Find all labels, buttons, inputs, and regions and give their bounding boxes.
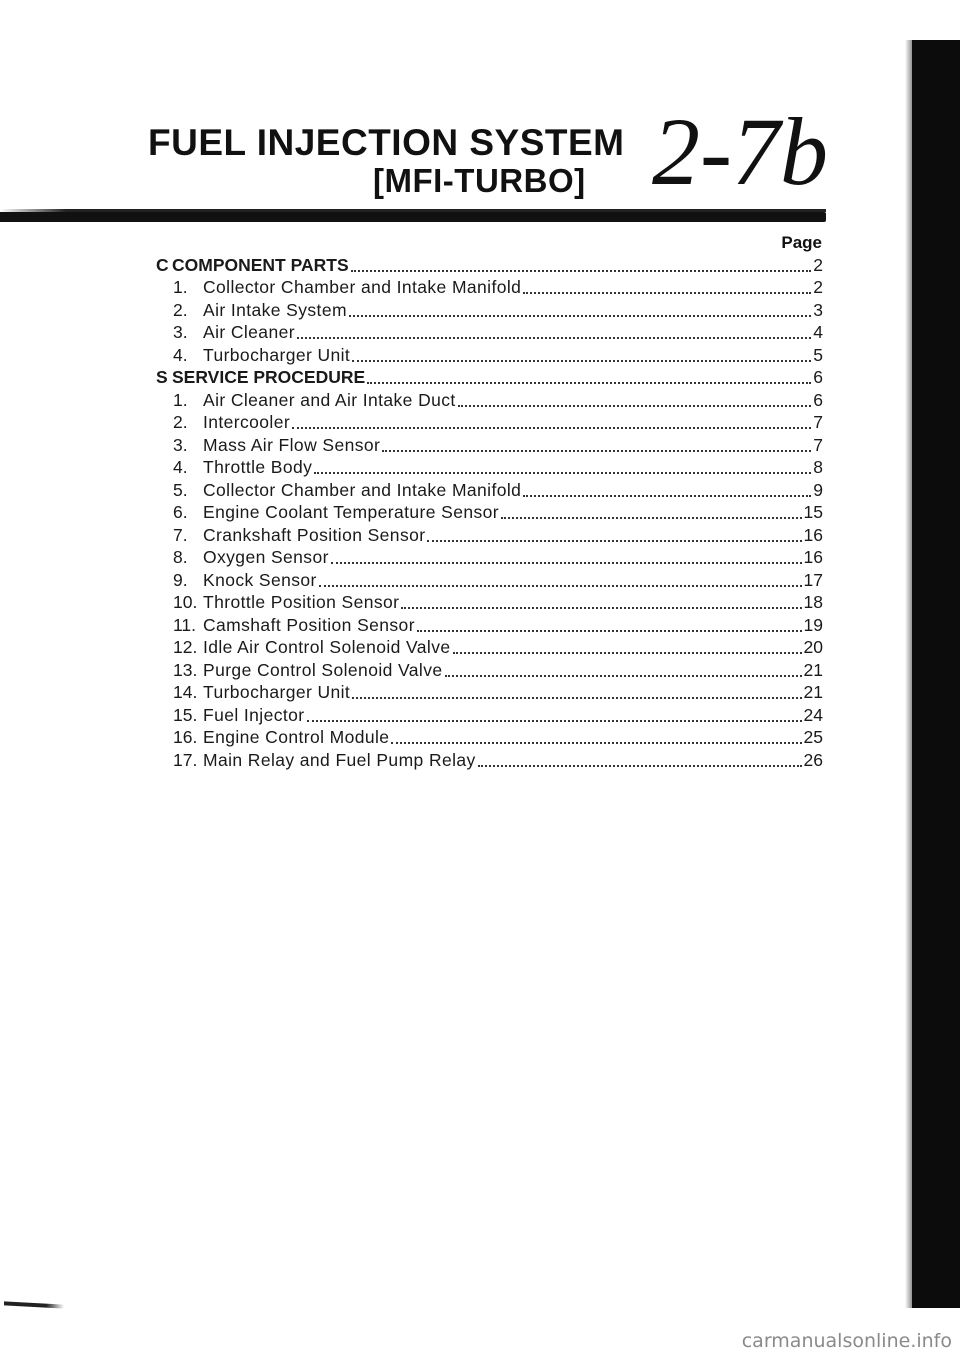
toc-entry-number: 4. [173, 457, 188, 477]
toc-section-heading[interactable] [156, 253, 823, 276]
toc-entry-label: Oxygen Sensor [203, 547, 329, 567]
toc-entry-number: C [156, 254, 169, 275]
toc-entry-label: Idle Air Control Solenoid Valve [203, 637, 451, 657]
toc-entry-page: 2 [813, 254, 823, 275]
toc-entry-number: 6. [173, 502, 188, 522]
toc-entry-number: 13. [173, 659, 198, 680]
toc-leader-dots [297, 321, 811, 339]
toc-entry[interactable] [156, 568, 823, 591]
toc-entry-page: 7 [813, 412, 823, 432]
toc-entry-page: 2 [813, 277, 823, 297]
toc-leader-dots [523, 479, 811, 497]
corner-mark [4, 1301, 64, 1308]
toc-entry-number: 16. [173, 727, 198, 747]
toc-entry-number: 12. [173, 637, 198, 657]
toc-entry-label: COMPONENT PARTS [172, 254, 349, 275]
binding-edge [912, 40, 960, 1308]
toc-entry[interactable] [156, 703, 823, 726]
page-column-label: Page [781, 233, 822, 252]
toc-entry-number: 2. [173, 412, 188, 432]
toc-leader-dots [351, 254, 812, 272]
toc-entry-number: 5. [173, 479, 188, 500]
toc-entry-page: 19 [803, 614, 823, 635]
toc-leader-dots [307, 704, 802, 722]
toc-entry-page: 6 [813, 389, 823, 410]
toc-entry[interactable] [156, 433, 823, 456]
toc-entry-page: 17 [803, 569, 823, 590]
toc-entry[interactable] [156, 726, 823, 749]
toc-leader-dots [523, 276, 811, 294]
toc-entry[interactable] [156, 658, 823, 681]
toc-entry-number: 15. [173, 704, 198, 725]
toc-entry-label: Collector Chamber and Intake Manifold [203, 479, 522, 500]
toc-leader-dots [401, 591, 801, 609]
toc-entry-page: 15 [803, 502, 823, 522]
toc-entry[interactable] [156, 613, 823, 636]
toc-entry-page: 16 [803, 524, 823, 545]
toc-entry[interactable] [156, 478, 823, 501]
toc-entry-number: 1. [173, 277, 188, 297]
toc-entry[interactable] [156, 591, 823, 614]
toc-entry-page: 4 [813, 322, 823, 342]
toc-entry-number: 3. [173, 434, 188, 455]
toc-entry-number: S [156, 367, 168, 387]
toc-section-heading[interactable] [156, 366, 823, 389]
toc-entry[interactable] [156, 636, 823, 659]
toc-leader-dots [445, 659, 802, 677]
toc-entry[interactable] [156, 298, 823, 321]
toc-entry-label: Air Cleaner and Air Intake Duct [203, 389, 456, 410]
toc-leader-dots [367, 366, 811, 384]
toc-entry-page: 21 [803, 682, 823, 702]
toc-entry-number: 4. [173, 344, 188, 365]
toc-entry-number: 7. [173, 524, 188, 545]
toc-entry[interactable] [156, 456, 823, 479]
toc-leader-dots [292, 411, 811, 429]
header-rule [0, 212, 826, 222]
toc-entry-label: SERVICE PROCEDURE [172, 367, 366, 387]
section-title-line2: [MFI-TURBO] [373, 162, 586, 199]
toc-entry[interactable] [156, 411, 823, 434]
watermark: carmanualsonline.info [741, 1330, 952, 1352]
toc-entry-number: 9. [173, 569, 188, 590]
toc-entry-page: 24 [803, 704, 823, 725]
toc-leader-dots [478, 749, 802, 767]
toc-entry-label: Fuel Injector [203, 704, 305, 725]
toc-entry-label: Main Relay and Fuel Pump Relay [203, 749, 476, 770]
toc-entry-label: Throttle Position Sensor [203, 592, 400, 612]
toc-entry[interactable] [156, 546, 823, 569]
toc-entry-page: 20 [803, 637, 823, 657]
toc-entry-page: 7 [813, 434, 823, 455]
toc-leader-dots [417, 614, 802, 632]
toc-entry-label: Throttle Body [203, 457, 313, 477]
toc-entry-page: 6 [813, 367, 823, 387]
toc-entry-page: 21 [803, 659, 823, 680]
toc-entry-page: 16 [803, 547, 823, 567]
toc-leader-dots [427, 524, 801, 542]
toc-entry-label: Turbocharger Unit [203, 682, 351, 702]
toc-entry-label: Collector Chamber and Intake Manifold [203, 277, 522, 297]
toc-entry[interactable] [156, 501, 823, 524]
toc-leader-dots [382, 434, 811, 452]
toc-leader-dots [453, 636, 802, 654]
toc-entry-page: 25 [803, 727, 823, 747]
toc-entry-label: Mass Air Flow Sensor [203, 434, 381, 455]
toc-entry-page: 8 [813, 457, 823, 477]
toc-entry-number: 1. [173, 389, 188, 410]
section-title-line1: FUEL INJECTION SYSTEM [148, 122, 625, 163]
toc-entry[interactable] [156, 276, 823, 299]
toc-entry-page: 9 [813, 479, 823, 500]
table-of-contents [156, 253, 823, 771]
toc-entry-number: 14. [173, 682, 198, 702]
toc-entry-number: 11. [173, 614, 197, 635]
toc-entry-label: Air Intake System [203, 299, 347, 320]
toc-entry-page: 26 [803, 749, 823, 770]
toc-entry[interactable] [156, 321, 823, 344]
toc-entry-number: 2. [173, 299, 188, 320]
toc-entry-label: Purge Control Solenoid Valve [203, 659, 443, 680]
toc-leader-dots [331, 546, 802, 564]
toc-entry-label: Crankshaft Position Sensor [203, 524, 426, 545]
toc-leader-dots [352, 344, 811, 362]
toc-leader-dots [349, 299, 811, 317]
toc-entry-label: Knock Sensor [203, 569, 317, 590]
toc-entry-label: Intercooler [203, 412, 291, 432]
toc-leader-dots [314, 456, 811, 474]
toc-entry-label: Engine Control Module [203, 727, 390, 747]
toc-entry-page: 3 [813, 299, 823, 320]
toc-entry[interactable] [156, 523, 823, 546]
toc-entry-label: Camshaft Position Sensor [203, 614, 415, 635]
toc-entry[interactable] [156, 343, 823, 366]
toc-entry-label: Engine Coolant Temperature Sensor [203, 502, 499, 522]
page-header [148, 98, 828, 208]
toc-leader-dots [458, 389, 812, 407]
toc-leader-dots [501, 501, 802, 519]
toc-entry-label: Turbocharger Unit [203, 344, 351, 365]
toc-entry[interactable] [156, 681, 823, 704]
section-number: 2-7b [652, 98, 828, 205]
toc-entry[interactable] [156, 748, 823, 771]
toc-entry-number: 10. [173, 592, 198, 612]
toc-entry-label: Air Cleaner [203, 322, 295, 342]
toc-entry[interactable] [156, 388, 823, 411]
toc-entry-number: 17. [173, 749, 198, 770]
toc-leader-dots [319, 569, 802, 587]
toc-leader-dots [391, 726, 801, 744]
toc-leader-dots [352, 681, 801, 699]
toc-entry-number: 3. [173, 322, 188, 342]
toc-entry-number: 8. [173, 547, 188, 567]
toc-entry-page: 5 [813, 344, 823, 365]
toc-entry-page: 18 [803, 592, 823, 612]
